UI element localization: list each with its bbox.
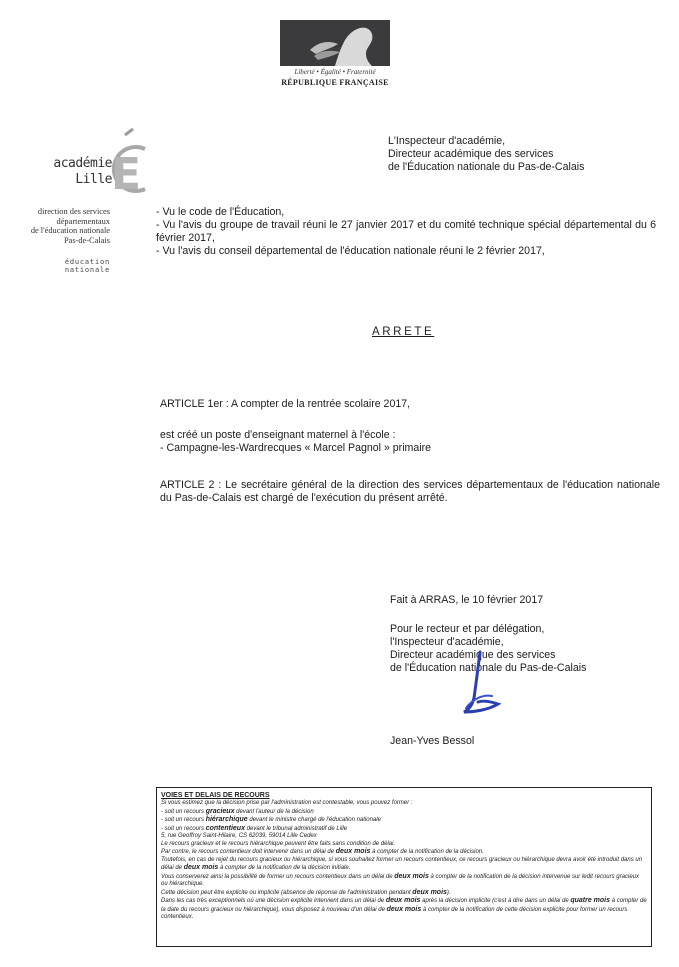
academie-name-line: académie (53, 156, 112, 171)
recours-bold: gracieux (205, 807, 235, 815)
svg-text:E: E (111, 149, 142, 199)
recours-text: à compter de la notification de la décision initiale. (218, 865, 351, 871)
delegation-line: Directeur académique des services (390, 649, 556, 661)
delegation-line: l'Inspecteur d'académie, (390, 636, 504, 648)
recours-text: devant le tribunal administratif de Lille (244, 825, 348, 832)
republic-motto: Liberté • Égalité • Fraternité (294, 68, 376, 76)
recours-text: après la décision implicite (c'est à dire dans un délai de (420, 898, 571, 904)
recours-text: Dans les cas très exceptionnels où une décision explicite intervient dans un délai de (161, 898, 386, 904)
article-1: ARTICLE 1er : A compter de la rentrée scolaire 2017, (160, 398, 411, 410)
recours-text: à compter de la notification de la décision. (370, 849, 484, 855)
creation-line: est créé un poste d'enseignant maternel à l'école : (160, 429, 396, 441)
issuer-line: L'Inspecteur d'académie, (388, 135, 506, 147)
direction-line: direction des services (37, 207, 110, 216)
education-line: nationale (64, 266, 110, 274)
recours-text: à compter de la notification de cette décision explicite pour former un recours contentieux. (161, 906, 628, 920)
recours-box (156, 787, 652, 947)
school-name: - Campagne-les-Wardrecques « Marcel Pagnol » primaire (160, 442, 432, 454)
academie-name (30, 156, 112, 188)
republique-francaise-label: RÉPUBLIQUE FRANÇAISE (281, 78, 389, 87)
recours-bold: deux mois (412, 888, 447, 896)
education-line: éducation (64, 258, 110, 266)
direction-line: départementaux (56, 216, 110, 226)
creation-block (160, 429, 431, 455)
recours-bold: hiérarchique (205, 816, 248, 823)
recours-text: à compter de la notification de la décision intervenue sur ledit recours gracieux ou hiérarchique. (161, 873, 639, 887)
recours-bold: quatre mois (570, 897, 611, 904)
recours-text: à compter de la date du recours gracieux ou hiérarchique), vous disposez à nouveau d'un délai de (161, 898, 647, 913)
direction-line: de l'éducation nationale (30, 226, 110, 235)
recours-text: - soit un recours (161, 817, 206, 823)
recours-item (161, 816, 647, 825)
recours-intro: Si vous estimez que la décision prise par l'administration est contestable, vous pouvez former : (161, 800, 413, 806)
recours-text: Toutefois, en cas de rejet du recours gracieux ou hiérarchique, si vous souhaitez former un recours contentieux, ce recours gracieux ou hiérarchique devra avoir été introduit dans un délai de (161, 856, 643, 871)
direction-line: Pas-de-Calais (63, 235, 110, 245)
recours-bold: deux mois (335, 848, 371, 855)
recours-bold: deux mois (386, 905, 422, 913)
recours-bold: deux mois (183, 864, 219, 871)
place-date: Fait à ARRAS, le 10 février 2017 (390, 594, 544, 606)
recours-paragraph: Le recours gracieux et le recours hiérarchique peuvent être faits sans condition de délai. (161, 840, 396, 847)
visa-line: - Vu l'avis du groupe de travail réuni le 27 janvier 2017 et du comité technique spécial départemental du 6 février 2017, (156, 219, 656, 244)
recours-text: - soit un recours (161, 808, 206, 815)
recours-bold: deux mois (394, 872, 429, 880)
recours-text: Cette décision peut être explicite ou implicite (absence de réponse de l'administration pendant (161, 889, 413, 896)
signature-icon (452, 648, 512, 718)
recours-paragraph (161, 897, 647, 922)
recours-title: VOIES ET DELAIS DE RECOURS (161, 792, 270, 799)
recours-text: devant le ministre chargé de l'éducation nationale (247, 817, 381, 823)
marianne-profile-icon (280, 20, 390, 66)
recours-address: 5, rue Geoffroy Saint-Hilaire, CS 62039, 59014 Lille Cedex (161, 833, 317, 839)
issuer-line: de l'Éducation nationale du Pas-de-Calais (388, 161, 585, 173)
visa-line: - Vu l'avis du conseil départemental de l'éducation nationale réuni le 2 février 2017, (156, 245, 545, 257)
education-nationale-label (30, 258, 110, 274)
recours-text: ). (446, 889, 451, 896)
recours-text: Vous conserverez ainsi la possibilité de former un recours contentieux dans un délai de (161, 873, 395, 880)
recours-text: devant l'auteur de la décision (234, 808, 314, 815)
recours-paragraph (161, 857, 647, 873)
marianne-logo (280, 20, 390, 90)
recours-paragraph (161, 873, 647, 889)
article-2-text: ARTICLE 2 : Le secrétaire général de la direction des services départementaux de l'éducation nationale du Pas-de-Calais est chargé de l'exécution du présent arrêté. (160, 479, 660, 504)
recours-paragraph (161, 889, 647, 898)
academie-e-logo-icon (105, 127, 155, 199)
document-title: ARRETE (372, 326, 435, 338)
issuer-block (388, 135, 584, 174)
delegation-line: Pour le recteur et par délégation, (390, 623, 545, 635)
signatory-name: Jean-Yves Bessol (390, 735, 475, 747)
issuer-line: Directeur académique des services (388, 148, 554, 160)
visas-list (156, 206, 656, 258)
recours-text: - soit un recours (161, 825, 206, 832)
recours-bold: deux mois (385, 897, 421, 904)
recours-item (161, 825, 647, 834)
direction-services-label (5, 207, 110, 245)
academie-name-line: Lille (75, 172, 112, 187)
article-2 (160, 479, 660, 505)
recours-text: Par contre, le recours contentieux doit intervenir dans un délai de (161, 849, 336, 855)
recours-bold: contentieux (205, 824, 245, 832)
delegation-line: de l'Éducation nationale du Pas-de-Calais (390, 662, 587, 674)
visa-line: - Vu le code de l'Éducation, (156, 206, 285, 218)
recours-paragraph (161, 848, 647, 857)
recours-item (161, 808, 647, 817)
